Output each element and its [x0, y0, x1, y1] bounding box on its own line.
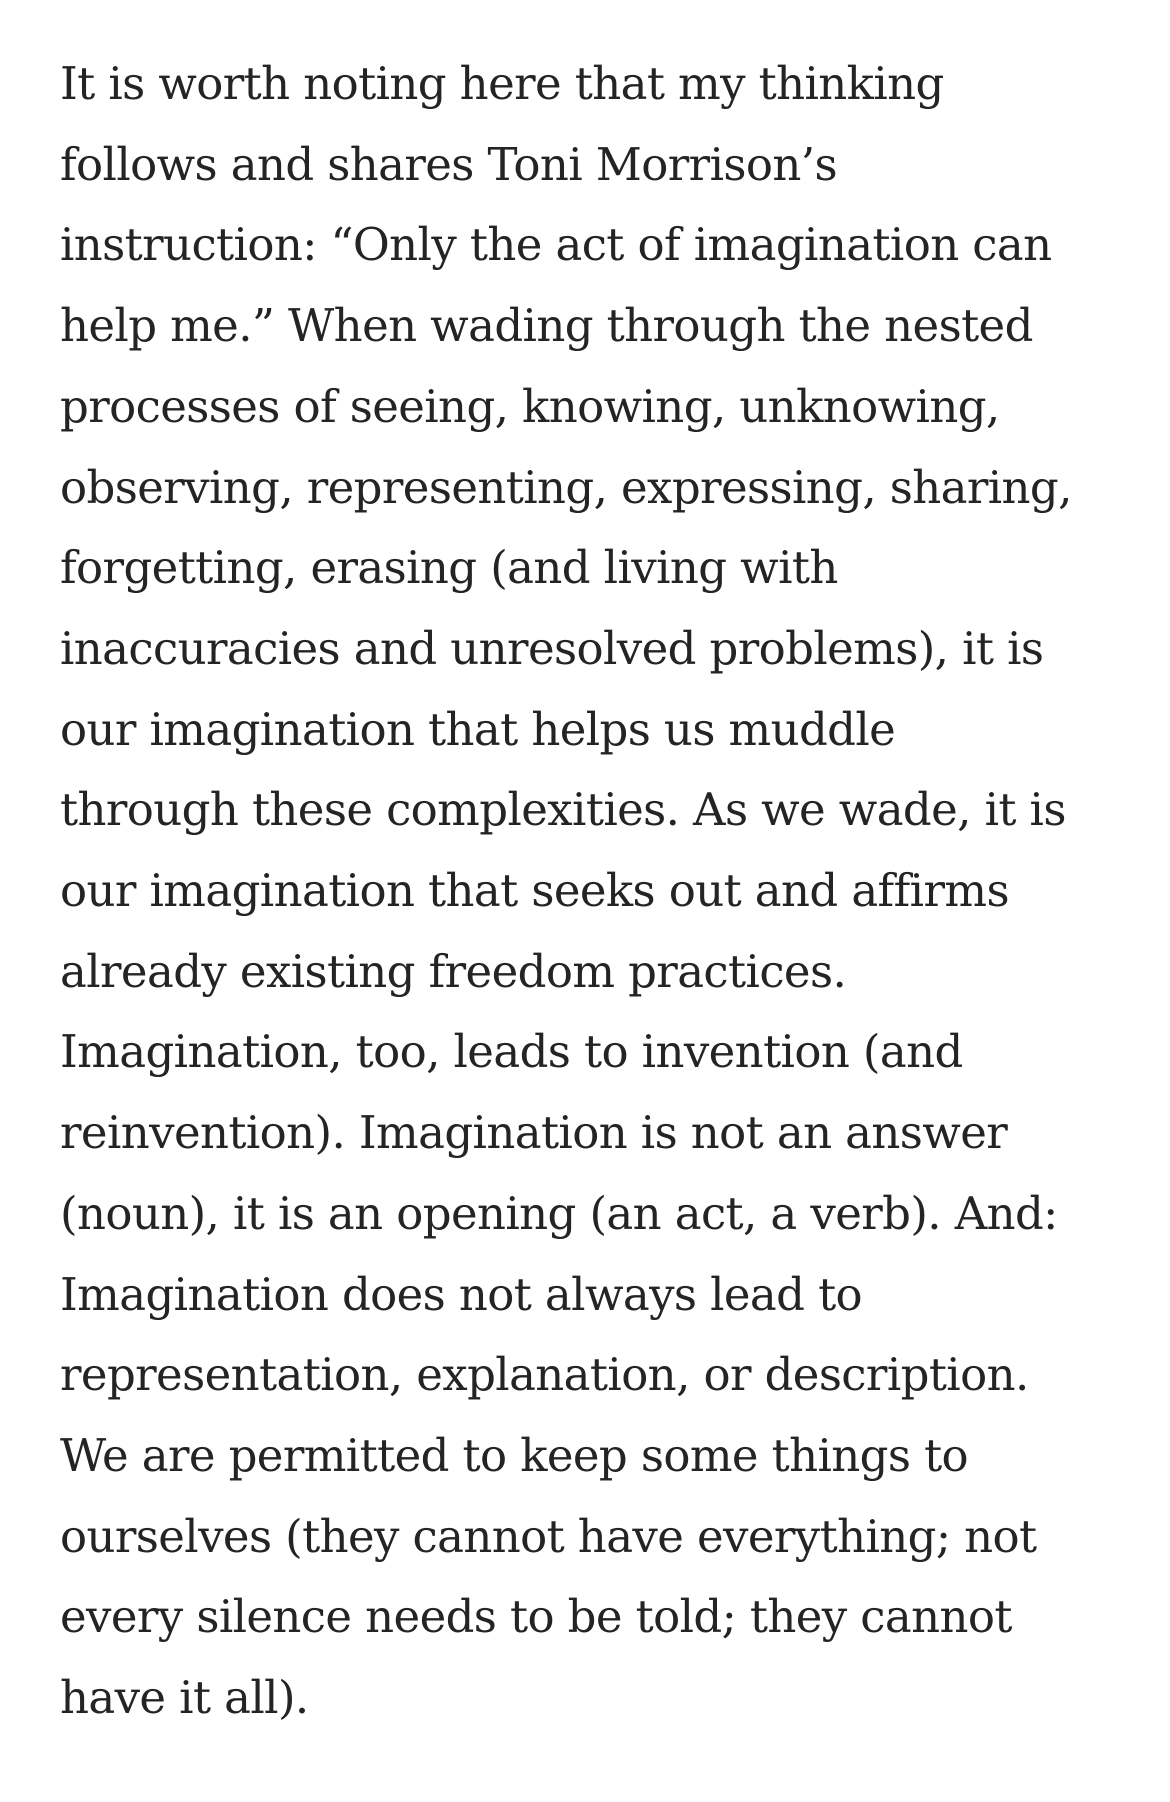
paragraph-line: representation, explanation, or description. [60, 1348, 1029, 1402]
paragraph-line: our imagination that helps us muddle [60, 702, 896, 756]
paragraph-line: We are permitted to keep some things to [60, 1428, 969, 1482]
paragraph [60, 44, 1130, 1739]
paragraph-line: through these complexities. As we wade, it is [60, 783, 1066, 837]
paragraph-line: help me.” When wading through the nested [60, 299, 1033, 353]
paragraph-line: processes of seeing, knowing, unknowing, [60, 379, 1000, 433]
paragraph-line: Imagination does not always lead to [60, 1267, 863, 1321]
paragraph-line: our imagination that seeks out and affirms [60, 864, 1009, 918]
paragraph-line: ourselves (they cannot have everything; not [60, 1509, 1037, 1563]
paragraph-line: forgetting, erasing (and living with [60, 541, 838, 595]
paragraph-line: observing, representing, expressing, sharing, [60, 460, 1072, 514]
article-body [60, 44, 1130, 1739]
paragraph-line: Imagination, too, leads to invention (and [60, 1025, 963, 1079]
paragraph-line: follows and shares Toni Morrison’s [60, 137, 837, 191]
paragraph-line: already existing freedom practices. [60, 944, 847, 998]
paragraph-line: (noun), it is an opening (an act, a verb). And: [60, 1186, 1058, 1240]
paragraph-line: It is worth noting here that my thinking [60, 57, 944, 110]
paragraph-line: every silence needs to be told; they cannot [60, 1590, 1012, 1644]
paragraph-line: have it all). [60, 1671, 309, 1725]
paragraph-line: inaccuracies and unresolved problems), it is [60, 621, 1044, 675]
paragraph-line: instruction: “Only the act of imagination can [60, 218, 1052, 272]
paragraph-line: reinvention). Imagination is not an answer [60, 1106, 1008, 1160]
